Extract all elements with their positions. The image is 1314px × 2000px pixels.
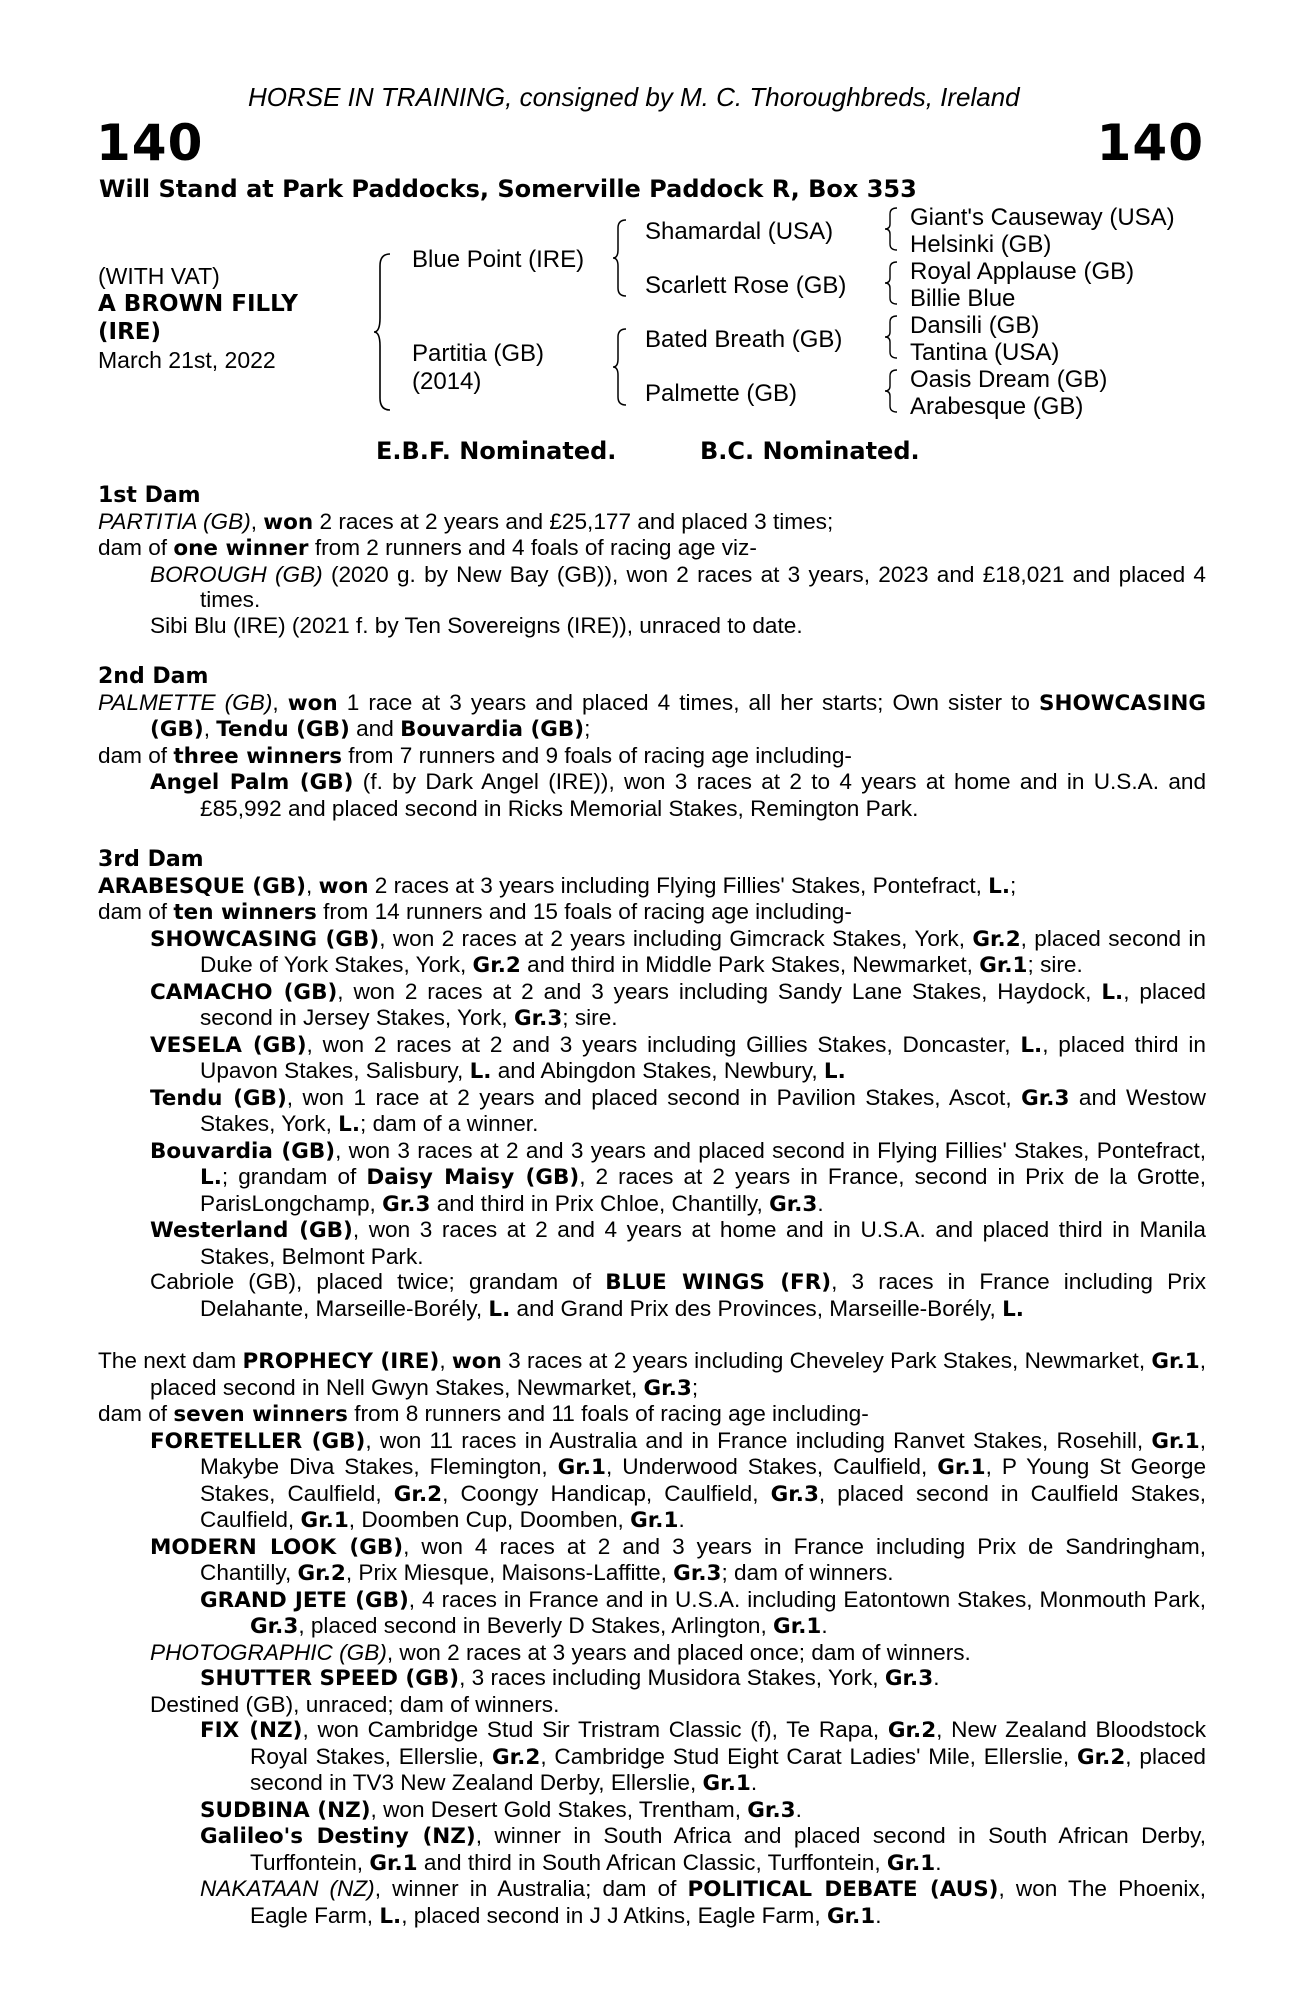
- pedigree-brace-g3: [884, 314, 900, 360]
- produce-entry: Angel Palm (GB) (f. by Dark Angel (IRE)), won 3 races at 2 to 4 years at home and in U.S.A. and £85,992 and placed second in Ricks Memorial Stakes, Remington Park.: [150, 769, 1207, 821]
- produce-entry: CAMACHO (GB), won 2 races at 2 and 3 years including Sandy Lane Stakes, Haydock, L., placed second in Jersey Stakes, York, Gr.3; sire.: [150, 978, 1206, 1031]
- first-dam-summary: PARTITIA (GB), won 2 races at 2 years and £25,177 and placed 3 times;: [98, 508, 834, 535]
- produce-entry: SUDBINA (NZ), won Desert Gold Stakes, Trentham, Gr.3.: [200, 1796, 802, 1823]
- second-dam-produce-summary: dam of three winners from 7 runners and 9 foals of racing age including-: [98, 742, 852, 769]
- sire-sire: Shamardal (USA): [645, 218, 834, 245]
- first-dam-produce-summary: dam of one winner from 2 runners and 4 foals of racing age viz-: [98, 535, 757, 561]
- pedigree-brace-g2: [884, 260, 900, 306]
- granddam-1: Helsinki (GB): [910, 231, 1052, 258]
- foaling-date: March 21st, 2022: [98, 347, 276, 373]
- third-dam-title: 3rd Dam: [98, 847, 204, 872]
- dam: Partitia (GB): [412, 340, 545, 367]
- granddam-4: Arabesque (GB): [910, 393, 1084, 420]
- second-dam-summary: PALMETTE (GB), won 1 race at 3 years and placed 4 times, all her starts; Own sister to SHOWCASING (GB), Tendu (GB) and Bouvardia (GB);: [98, 689, 1207, 742]
- produce-entry: Tendu (GB), won 1 race at 2 years and placed second in Pavilion Stakes, Ascot, Gr.3 and Westow Stakes, York, L.; dam of a winner.: [150, 1084, 1206, 1137]
- sire-dam: Scarlett Rose (GB): [645, 272, 847, 299]
- stand-location: Will Stand at Park Paddocks, Somerville Paddock R, Box 353: [99, 175, 917, 203]
- pedigree-brace-g1: [884, 206, 900, 252]
- vat-label: (WITH VAT): [98, 263, 220, 289]
- produce-entry: Destined (GB), unraced; dam of winners.: [150, 1691, 560, 1717]
- produce-record: [98, 483, 1206, 1929]
- produce-entry: SHOWCASING (GB), won 2 races at 2 years including Gimcrack Stakes, York, Gr.2, placed second in Duke of York Stakes, York, Gr.2 and third in Middle Park Stakes, Newmarket, Gr.1; sire.: [150, 925, 1206, 978]
- granddam-3: Tantina (USA): [910, 339, 1060, 366]
- lot-number-left: 140: [96, 114, 204, 172]
- fourth-dam-summary: The next dam PROPHECY (IRE), won 3 races at 2 years including Cheveley Park Stakes, Newmarket, Gr.1, placed second in Nell Gwyn Stakes, Newmarket, Gr.3;: [98, 1348, 1206, 1401]
- sex-colour: A BROWN FILLY: [98, 291, 298, 317]
- bc-nomination: B.C. Nominated.: [700, 437, 920, 465]
- produce-entry: FIX (NZ), won Cambridge Stud Sir Tristram Classic (f), Te Rapa, Gr.2, New Zealand Bloodstock Royal Stakes, Ellerslie, Gr.2, Cambridge Stud Eight Carat Ladies' Mile, Ellerslie, Gr.2, placed second in TV3 New Zealand Derby, Ellerslie, Gr.1.: [200, 1717, 1207, 1796]
- produce-entry: Sibi Blu (IRE) (2021 f. by Ten Sovereigns (IRE)), unraced to date.: [150, 612, 803, 638]
- produce-entry: BOROUGH (GB) (2020 g. by New Bay (GB)), won 2 races at 3 years, 2023 and £18,021 and placed 4 times.: [150, 561, 1206, 612]
- third-dam-produce-summary: dam of ten winners from 14 runners and 15 foals of racing age including-: [98, 899, 852, 925]
- produce-entry: NAKATAAN (NZ), winner in Australia; dam of POLITICAL DEBATE (AUS), won The Phoenix, Eagle Farm, L., placed second in J J Atkins, Eagle Farm, Gr.1.: [200, 1876, 1207, 1929]
- produce-entry: PHOTOGRAPHIC (GB), won 2 races at 3 years and placed once; dam of winners.: [150, 1639, 971, 1665]
- sex-origin: (IRE): [98, 319, 162, 345]
- lot-number-right: 140: [1096, 114, 1204, 172]
- produce-entry: Westerland (GB), won 3 races at 2 and 4 years at home and in U.S.A. and placed third in Manila Stakes, Belmont Park.: [150, 1217, 1206, 1269]
- fourth-dam-produce-summary: dam of seven winners from 8 runners and 11 foals of racing age including-: [98, 1401, 869, 1427]
- produce-entry: MODERN LOOK (GB), won 4 races at 2 and 3 years in France including Prix de Sandringham, Chantilly, Gr.2, Prix Miesque, Maisons-Laffitte, Gr.3; dam of winners.: [150, 1533, 1207, 1586]
- produce-entry: Cabriole (GB), placed twice; grandam of BLUE WINGS (FR), 3 races in France including Prix Delahante, Marseille-Borély, L. and Grand Prix des Provinces, Marseille-Borély, L.: [150, 1269, 1207, 1322]
- produce-entry: FORETELLER (GB), won 11 races in Australia and in France including Ranvet Stakes, Rosehill, Gr.1, Makybe Diva Stakes, Flemington, Gr.1, Underwood Stakes, Caulfield, Gr.1, P Young St George Stakes, Caulfield, Gr.2, Coongy Handicap, Caulfield, Gr.3, placed second in Caulfield Stakes, Caulfield, Gr.1, Doomben Cup, Doomben, Gr.1.: [150, 1427, 1207, 1533]
- grandsire-4: Oasis Dream (GB): [910, 366, 1108, 393]
- dam-sire: Bated Breath (GB): [645, 326, 843, 353]
- grandsire-2: Royal Applause (GB): [910, 258, 1135, 285]
- consignment-header: HORSE IN TRAINING, consigned by M. C. Thoroughbreds, Ireland: [248, 82, 1020, 112]
- produce-entry: Bouvardia (GB), won 3 races at 2 and 3 years and placed second in Flying Fillies' Stakes, Pontefract, L.; grandam of Daisy Maisy (GB), 2 races at 2 years in France, second in Prix de la Grotte, ParisLongchamp, Gr.3 and third in Prix Chloe, Chantilly, Gr.3.: [150, 1137, 1207, 1217]
- dam-year: (2014): [412, 368, 482, 395]
- sire: Blue Point (IRE): [412, 246, 585, 273]
- next-dam-intro: The next dam: [98, 1348, 237, 1373]
- dam-dam: Palmette (GB): [645, 380, 798, 407]
- produce-entry: GRAND JETE (GB), 4 races in France and in U.S.A. including Eatontown Stakes, Monmouth Park, Gr.3, placed second in Beverly D Stakes, Arlington, Gr.1.: [200, 1586, 1206, 1639]
- pedigree-brace-main: [372, 252, 394, 412]
- second-dam-title: 2nd Dam: [98, 664, 209, 689]
- grandsire-1: Giant's Causeway (USA): [910, 204, 1175, 231]
- produce-entry: Galileo's Destiny (NZ), winner in South Africa and placed second in South African Derby, Turffontein, Gr.1 and third in South African Classic, Turffontein, Gr.1.: [200, 1823, 1206, 1876]
- lot-description: [98, 262, 348, 374]
- pedigree-brace-g4: [884, 368, 900, 414]
- produce-entry: VESELA (GB), won 2 races at 2 and 3 years including Gillies Stakes, Doncaster, L., placed third in Upavon Stakes, Salisbury, L. and Abingdon Stakes, Newbury, L.: [150, 1031, 1206, 1084]
- produce-entry: SHUTTER SPEED (GB), 3 races including Musidora Stakes, York, Gr.3.: [200, 1665, 940, 1691]
- pedigree-brace-sire: [612, 218, 630, 298]
- granddam-2: Billie Blue: [910, 285, 1016, 312]
- third-dam-summary: ARABESQUE (GB), won 2 races at 3 years including Flying Fillies' Stakes, Pontefract, L.;: [98, 872, 1017, 899]
- first-dam-title: 1st Dam: [98, 483, 201, 508]
- pedigree-brace-dam: [612, 327, 630, 407]
- grandsire-3: Dansili (GB): [910, 312, 1040, 339]
- ebf-nomination: E.B.F. Nominated.: [376, 437, 617, 465]
